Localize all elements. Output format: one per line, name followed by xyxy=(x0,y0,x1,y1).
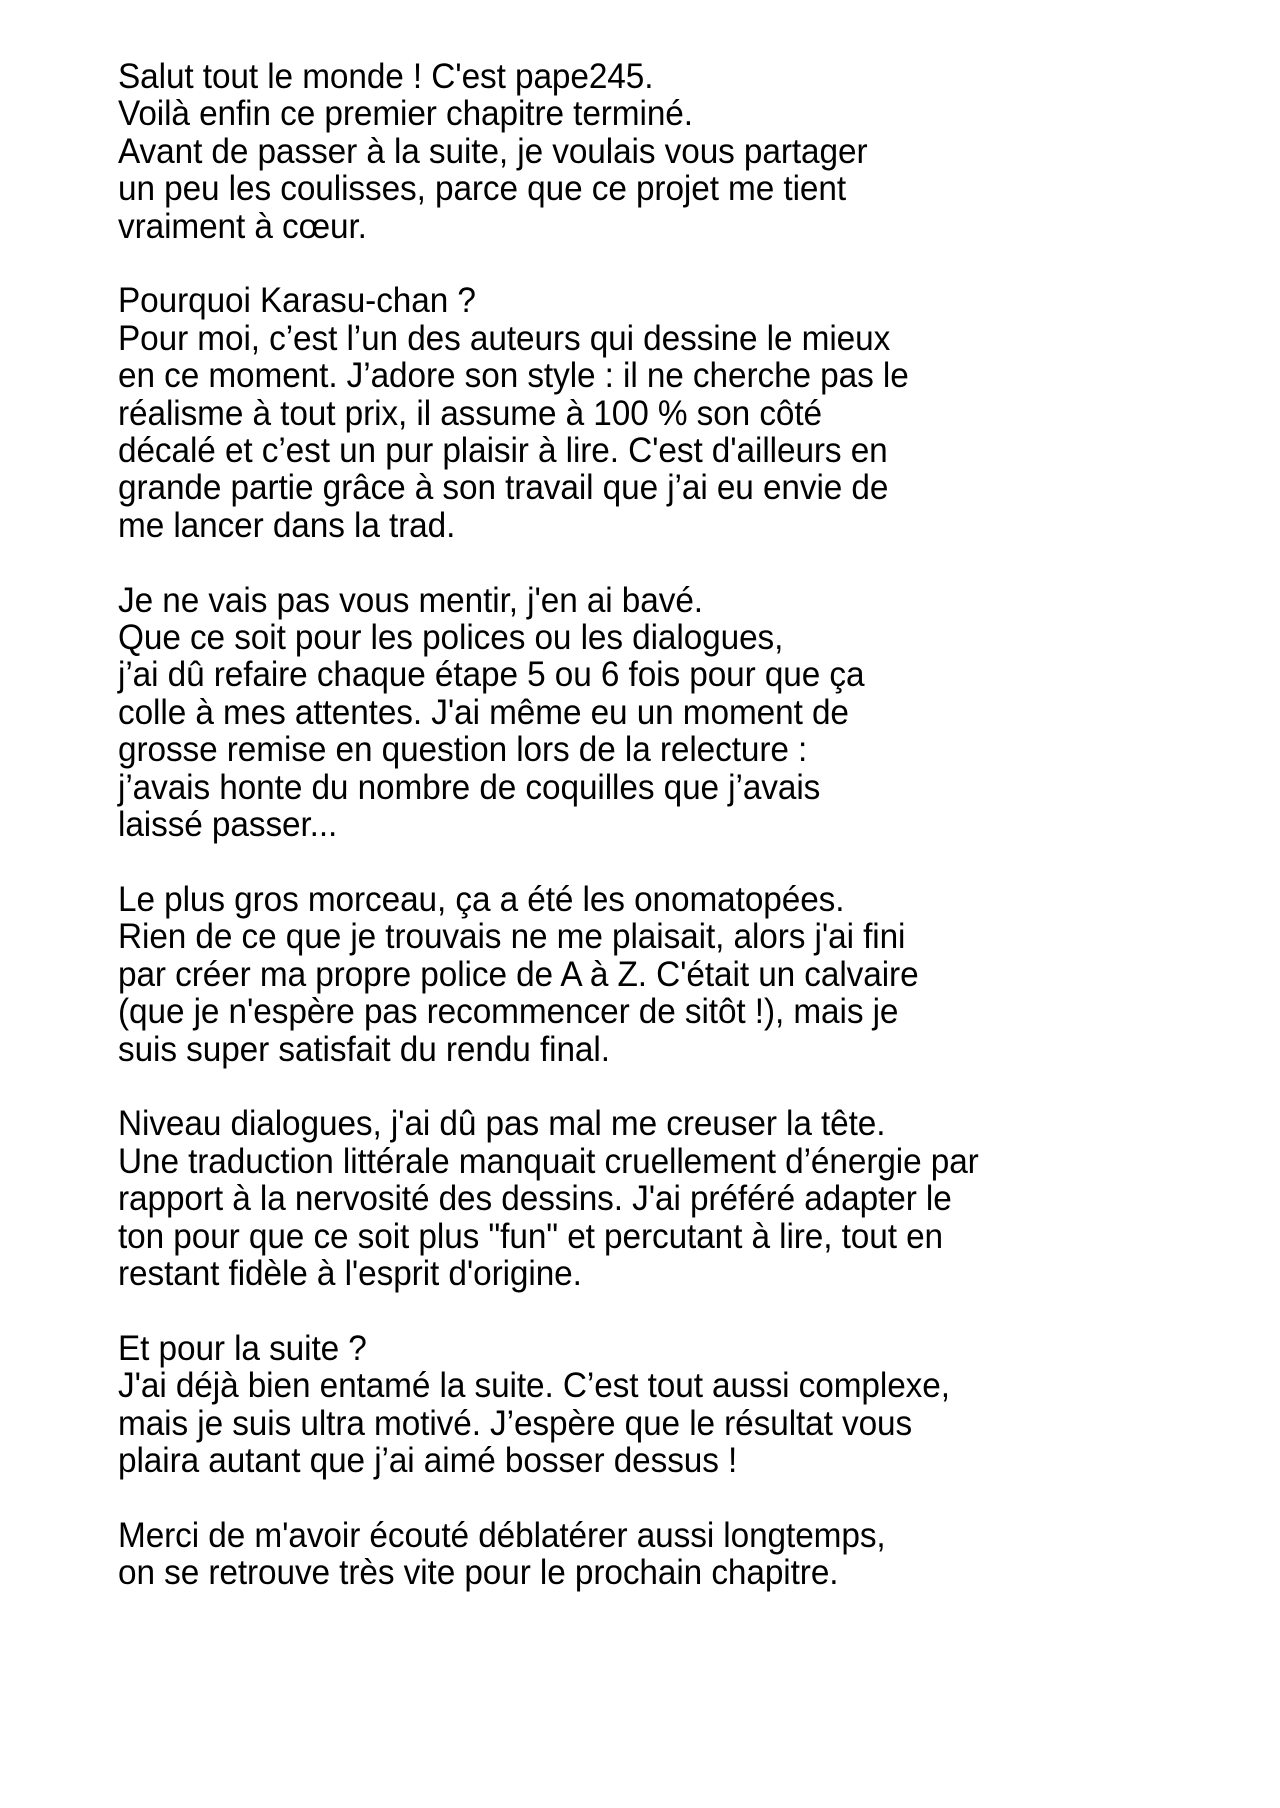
paragraph-intro xyxy=(118,58,1154,245)
paragraph-spacer xyxy=(118,245,1154,282)
text-line: Merci de m'avoir écouté déblatérer aussi longtemps, xyxy=(118,1514,886,1555)
text-line: mais je suis ultra motivé. J’espère que le résultat vous xyxy=(118,1402,913,1443)
paragraph-spacer xyxy=(118,544,1154,581)
paragraph-spacer xyxy=(118,1068,1154,1105)
text-line: réalisme à tout prix, il assume à 100 % son côté xyxy=(118,392,823,433)
text-line: ton pour que ce soit plus "fun" et percutant à lire, tout en xyxy=(118,1215,944,1256)
text-line: en ce moment. J’adore son style : il ne cherche pas le xyxy=(118,355,909,396)
text-line: suis super satisfait du rendu final. xyxy=(118,1028,610,1069)
text-line: me lancer dans la trad. xyxy=(118,504,456,545)
paragraph-dialogues xyxy=(118,1105,1154,1292)
text-line: par créer ma propre police de A à Z. C'était un calvaire xyxy=(118,953,919,994)
text-line: Salut tout le monde ! C'est pape245. xyxy=(118,56,654,96)
text-line: Rien de ce que je trouvais ne me plaisait, alors j'ai fini xyxy=(118,916,906,957)
paragraph-et-pour-la-suite xyxy=(118,1327,1154,1480)
text-line: Une traduction littérale manquait cruellement d’énergie par xyxy=(118,1140,979,1181)
text-line: Niveau dialogues, j'ai dû pas mal me creuser la tête. xyxy=(118,1103,886,1144)
text-line: Pour moi, c’est l’un des auteurs qui dessine le mieux xyxy=(118,317,891,358)
paragraph-merci xyxy=(118,1514,1154,1593)
text-line: j’avais honte du nombre de coquilles que j’avais xyxy=(118,766,821,807)
text-line: (que je n'espère pas recommencer de sitôt !), mais je xyxy=(118,991,899,1032)
paragraph-spacer xyxy=(118,844,1154,881)
text-line: Que ce soit pour les polices ou les dialogues, xyxy=(118,617,784,658)
text-line: J'ai déjà bien entamé la suite. C’est tout aussi complexe, xyxy=(118,1365,950,1406)
text-line: colle à mes attentes. J'ai même eu un moment de xyxy=(118,691,849,732)
paragraph-onomatopees xyxy=(118,878,1154,1069)
text-line: grosse remise en question lors de la relecture : xyxy=(118,729,808,770)
text-line: rapport à la nervosité des dessins. J'ai préféré adapter le xyxy=(118,1178,952,1219)
text-line: Je ne vais pas vous mentir, j'en ai bavé. xyxy=(118,579,703,620)
text-line: laissé passer... xyxy=(118,804,338,845)
text-line: restant fidèle à l'esprit d'origine. xyxy=(118,1252,582,1293)
text-line: Voilà enfin ce premier chapitre terminé. xyxy=(118,93,693,134)
text-line: vraiment à cœur. xyxy=(118,205,367,246)
paragraph-pourquoi-karasu-chan xyxy=(118,282,1154,544)
afterword-text-block xyxy=(118,58,1154,1592)
text-line: on se retrouve très vite pour le prochain chapitre. xyxy=(118,1552,839,1593)
text-line: Le plus gros morceau, ça a été les onomatopées. xyxy=(118,878,845,919)
text-line: décalé et c’est un pur plaisir à lire. C'est d'ailleurs en xyxy=(118,430,888,471)
text-line: Et pour la suite ? xyxy=(118,1327,367,1368)
text-line: j’ai dû refaire chaque étape 5 ou 6 fois pour que ça xyxy=(118,654,865,695)
paragraph-galere xyxy=(118,579,1154,845)
paragraph-spacer xyxy=(118,1292,1154,1329)
text-line: Pourquoi Karasu-chan ? xyxy=(118,280,476,321)
text-line: grande partie grâce à son travail que j’ai eu envie de xyxy=(118,467,889,508)
text-line: un peu les coulisses, parce que ce projet me tient xyxy=(118,168,847,209)
text-line: Avant de passer à la suite, je voulais vous partager xyxy=(118,130,868,171)
text-line: plaira autant que j’ai aimé bosser dessus ! xyxy=(118,1439,738,1480)
paragraph-spacer xyxy=(118,1479,1154,1516)
